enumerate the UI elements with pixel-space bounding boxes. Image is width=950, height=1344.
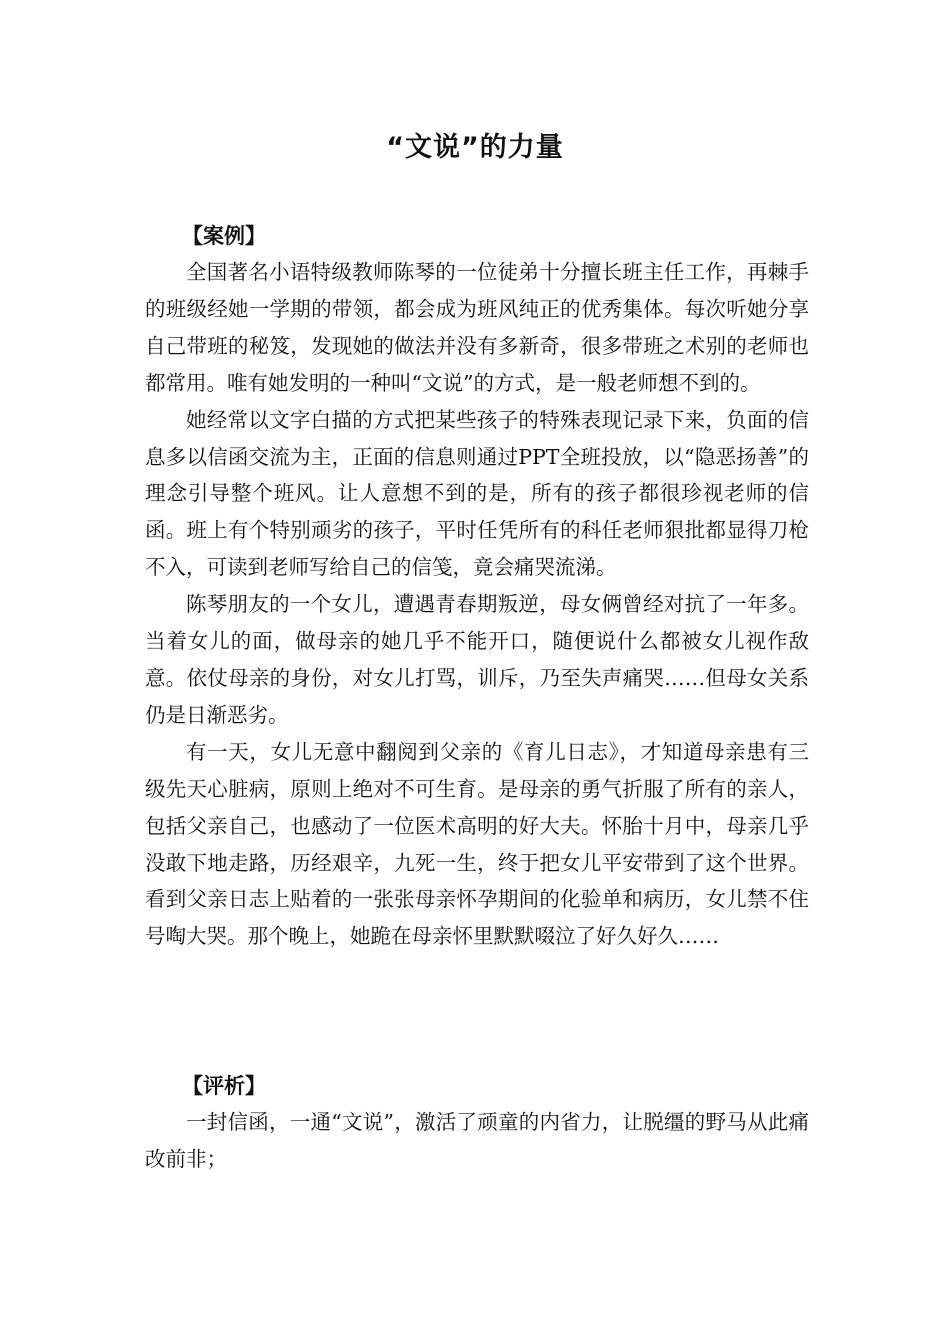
case-body [145, 254, 809, 955]
analysis-heading: 【评析】 [182, 1074, 266, 1098]
document-title: “文说”的力量 [386, 132, 564, 163]
case-heading: 【案例】 [182, 224, 266, 248]
case-paragraph-3: 陈琴朋友的一个女儿，遭遇青春期叛逆，母女俩曾经对抗了一年多。当着女儿的面，做母亲的她几乎不能开口，随便说什么都被女儿视作敌意。依仗母亲的身份，对女儿打骂，训斥，乃至失声痛哭……但母女关系仍是日渐恶劣。 [145, 592, 809, 727]
analysis-body [145, 1104, 809, 1178]
case-paragraph-4: 有一天，女儿无意中翻阅到父亲的《育儿日志》，才知道母亲患有三级先天心脏病，原则上绝对不可生育。是母亲的勇气折服了所有的亲人，包括父亲自己，也感动了一位医术高明的好大夫。怀胎十月中，母亲几乎没敢下地走路，历经艰辛，九死一生，终于把女儿平安带到了这个世界。看到父亲日志上贴着的一张张母亲怀孕期间的化验单和病历，女儿禁不住号啕大哭。那个晚上，她跪在母亲怀里默默啜泣了好久好久…… [145, 739, 809, 949]
analysis-paragraph-1: 一封信函，一通“文说”，激活了顽童的内省力，让脱缰的野马从此痛改前非； [145, 1110, 809, 1171]
case-paragraph-2: 她经常以文字白描的方式把某些孩子的特殊表现记录下来，负面的信息多以信函交流为主，正面的信息则通过PPT全班投放，以“隐恶扬善”的理念引导整个班风。让人意想不到的是，所有的孩子都很珍视老师的信函。班上有个特别顽劣的孩子，平时任凭所有的科任老师狠批都显得刀枪不入，可读到老师写给自己的信笺，竟会痛哭流涕。 [145, 407, 809, 580]
case-paragraph-1: 全国著名小语特级教师陈琴的一位徒弟十分擅长班主任工作，再棘手的班级经她一学期的带领，都会成为班风纯正的优秀集体。每次听她分享自己带班的秘笈，发现她的做法并没有多新奇，很多带班之术别的老师也都常用。唯有她发明的一种叫“文说”的方式，是一般老师想不到的。 [145, 260, 809, 395]
